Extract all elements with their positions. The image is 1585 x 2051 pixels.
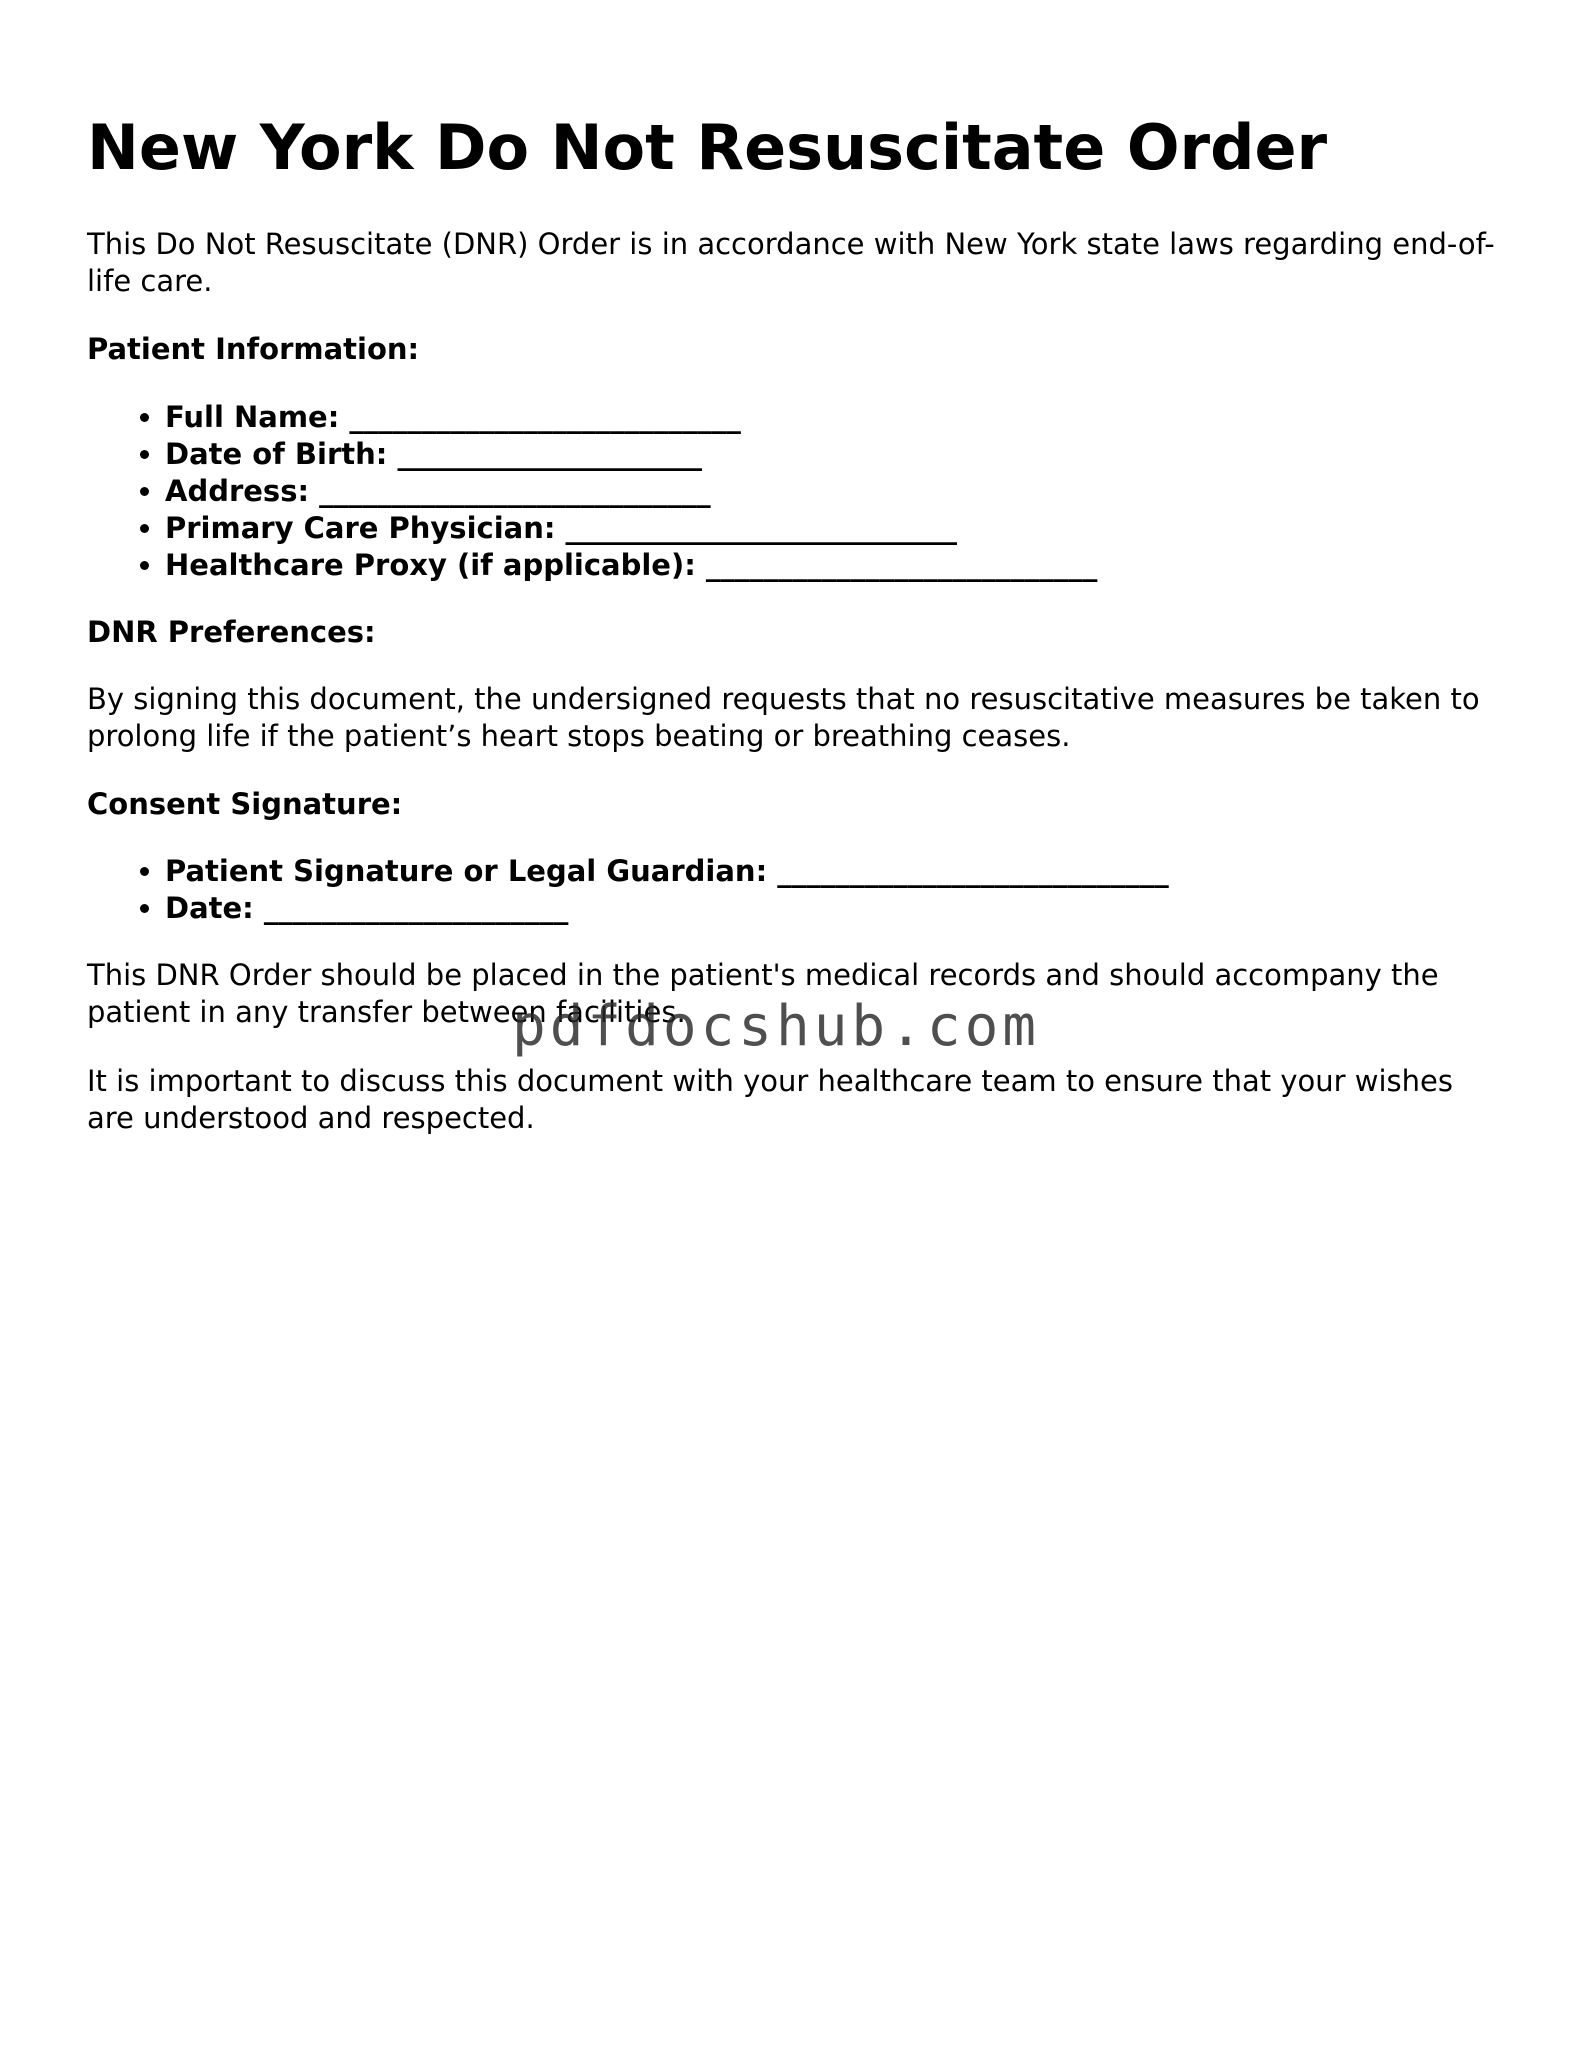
consent-signature-heading: Consent Signature: xyxy=(87,787,403,821)
intro-paragraph: This Do Not Resuscitate (DNR) Order is in accordance with New York state laws regarding end-of-life care. xyxy=(87,227,1495,298)
patient-information-list xyxy=(87,399,1097,584)
dnr-preferences-heading: DNR Preferences: xyxy=(87,615,376,649)
date-of-birth-field[interactable]: • Date of Birth: _____________________ xyxy=(165,436,1097,473)
placement-note-paragraph: This DNR Order should be placed in the patient's medical records and should accompany the patient in any transfer between facilities. xyxy=(87,958,1439,1029)
full-name-field[interactable]: • Full Name: ___________________________ xyxy=(165,399,1097,436)
watermark-text: pdfdocshub.com xyxy=(512,994,1041,1059)
dnr-preferences-paragraph: By signing this document, the undersigned requests that no resuscitative measures be taken to prolong life if the patient’s heart stops beating or breathing ceases. xyxy=(87,682,1480,753)
patient-signature-field[interactable]: • Patient Signature or Legal Guardian: ___________________________ xyxy=(165,853,1169,890)
consent-signature-list xyxy=(87,853,1169,927)
primary-care-physician-field[interactable]: • Primary Care Physician: ___________________________ xyxy=(165,510,1097,547)
healthcare-proxy-field[interactable]: • Healthcare Proxy (if applicable): ___________________________ xyxy=(165,547,1097,584)
signature-date-field[interactable]: • Date: _____________________ xyxy=(165,890,1169,927)
address-field[interactable]: • Address: ___________________________ xyxy=(165,473,1097,510)
patient-information-heading: Patient Information: xyxy=(87,332,420,366)
document-title: New York Do Not Resuscitate Order xyxy=(87,111,1328,184)
discussion-note-paragraph: It is important to discuss this document with your healthcare team to ensure that your wishes are understood and respected. xyxy=(87,1064,1453,1135)
